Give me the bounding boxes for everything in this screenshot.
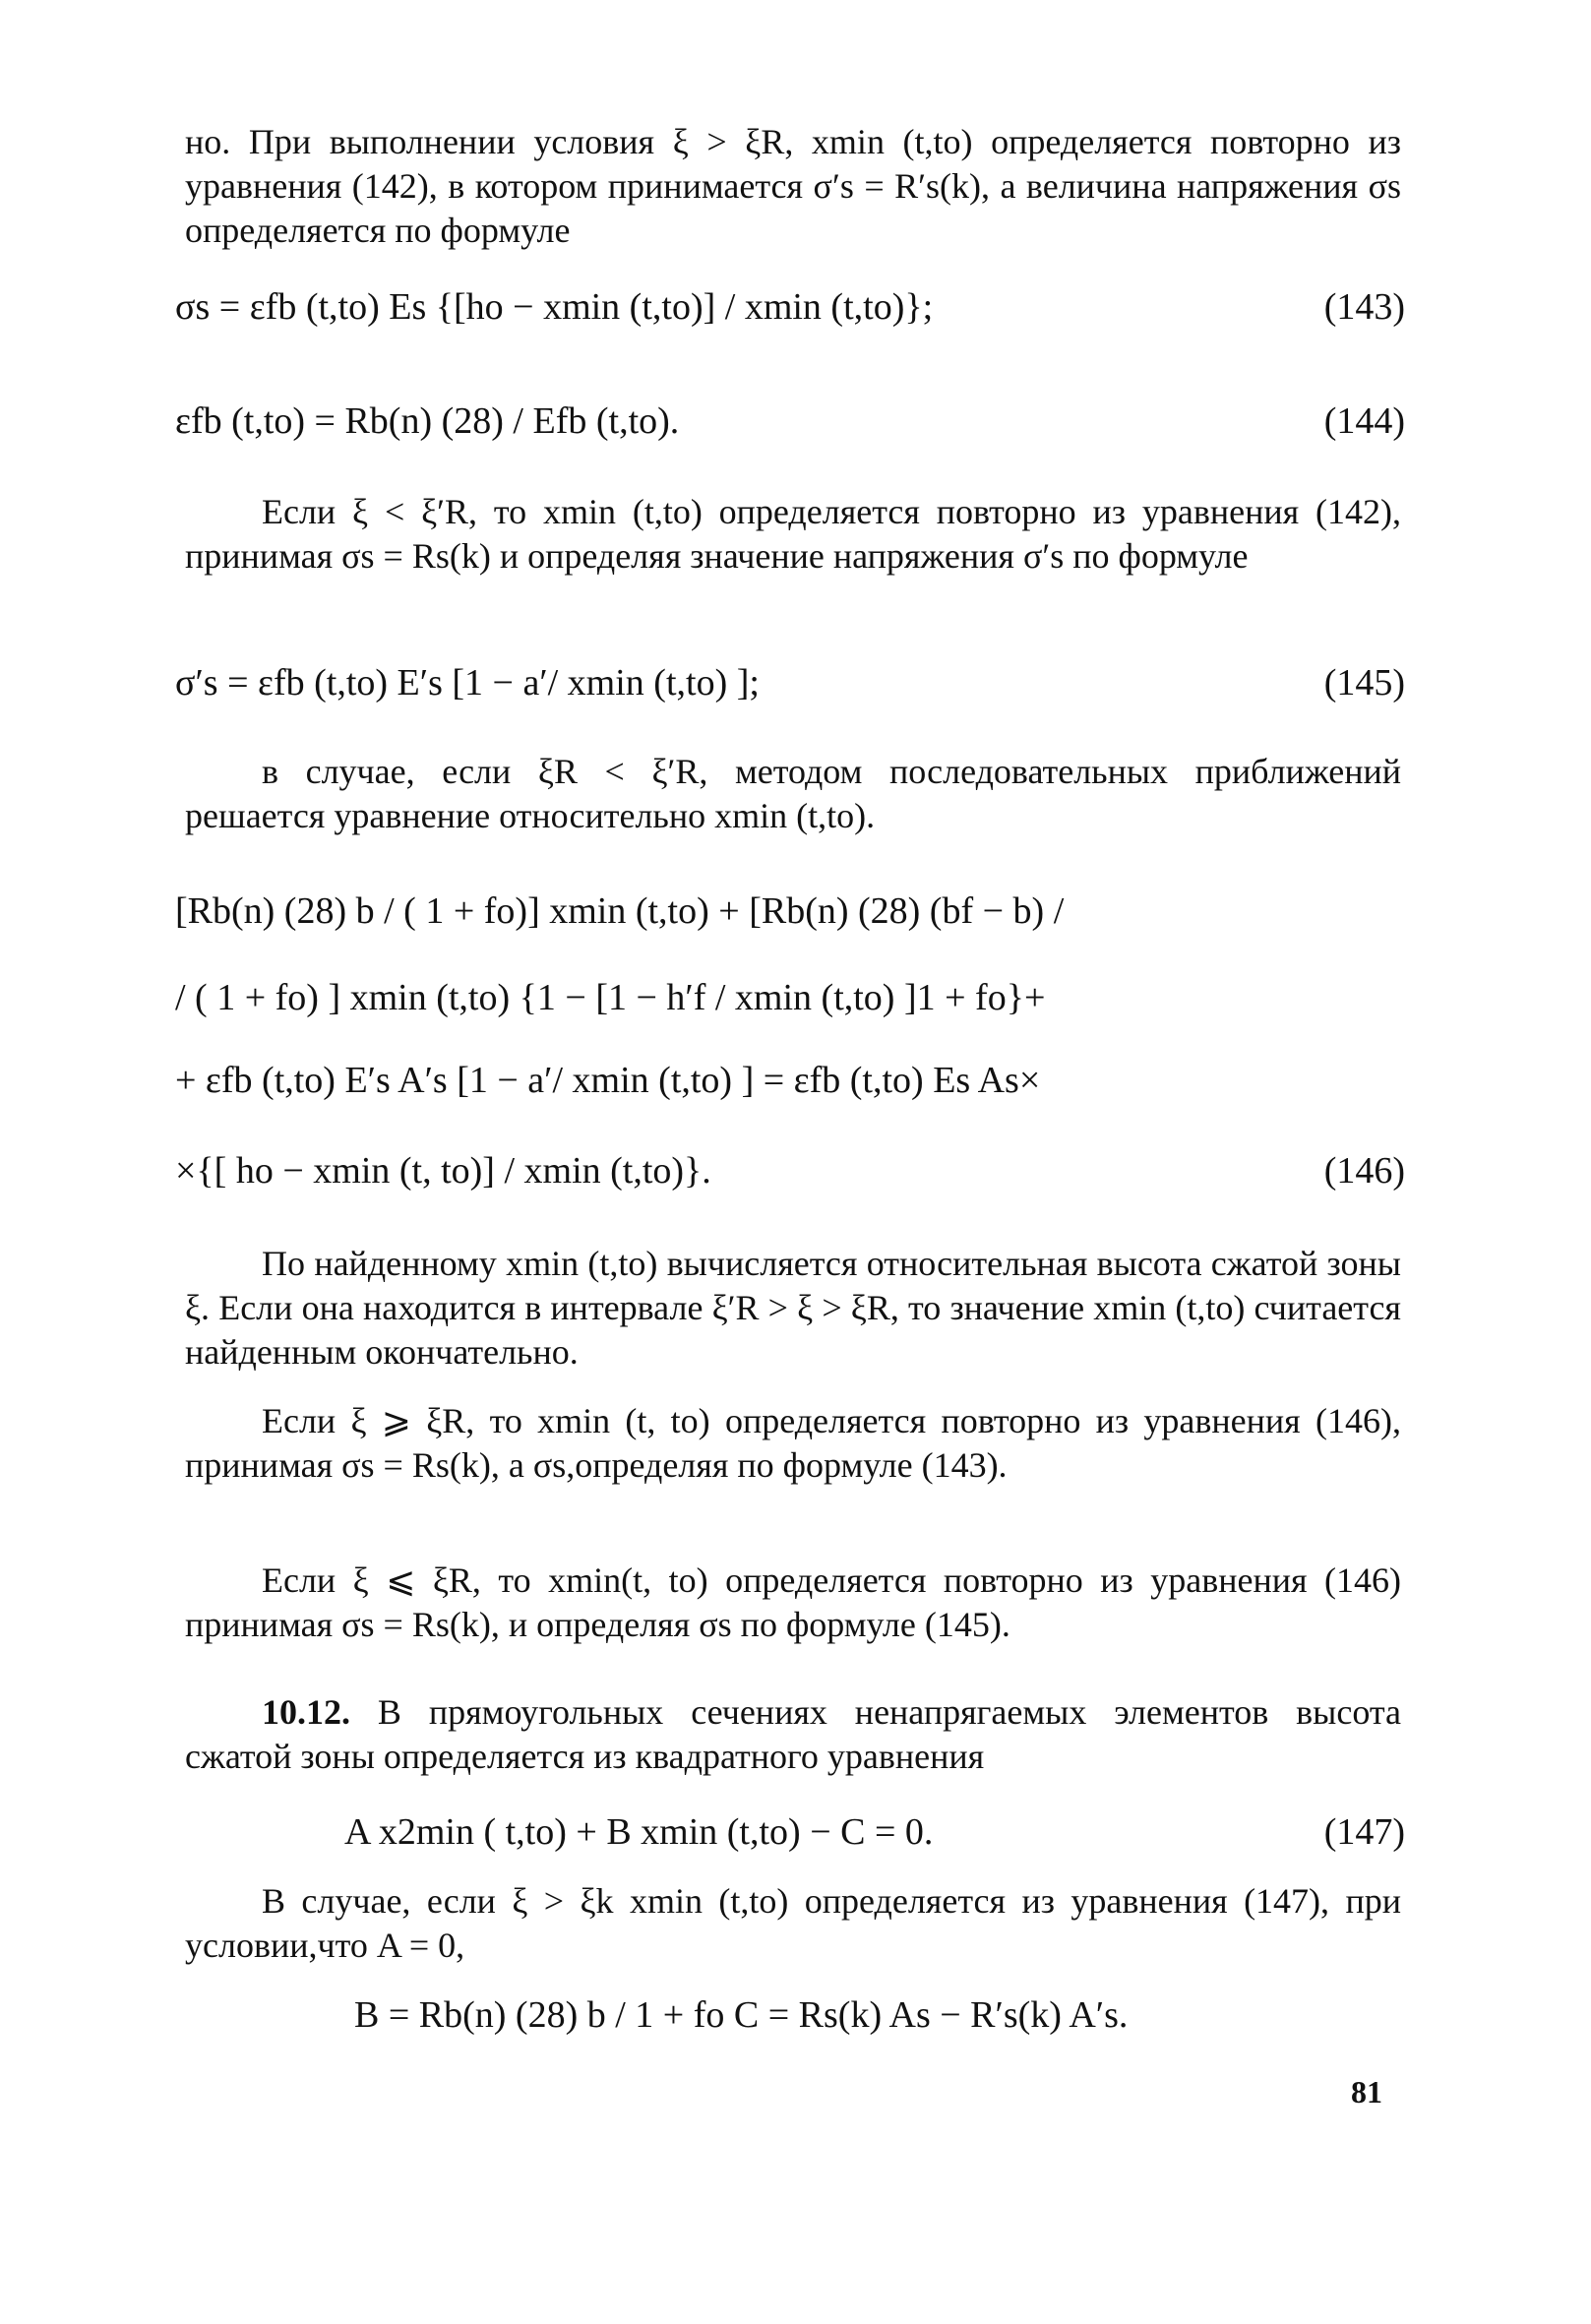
equation-147-expression: A x2min ( t,to) + B xmin (t,to) − C = 0. [344,1811,934,1853]
paragraph-5: Если ξ ⩾ ξR, то xmin (t, to) определяется повторно из уравнения (146), принимая σs = Rs(k), а σs,определяя по формуле (143). [185,1401,1401,1485]
paragraph-7-text: В прямоугольных сечениях ненапрягаемых элементов высота сжатой зоны определяется из квадратного уравнения [185,1692,1402,1776]
page-number: 81 [1351,2074,1382,2110]
section-number: 10.12. [262,1692,350,1732]
equation-146-number: (146) [1323,1150,1405,1192]
equation-145-expression: σ′s = εfb (t,to) E′s [1 − a′/ xmin (t,to) ]; [175,662,760,703]
equation-147-number: (147) [1323,1811,1405,1853]
paragraph-6: Если ξ ⩽ ξR, то xmin(t, to) определяется повторно из уравнения (146) принимая σs = Rs(k), и определяя σs по формуле (145). [185,1560,1401,1644]
equation-final: B = Rb(n) (28) b / 1 + fo C = Rs(k) As − R′s(k) A′s. [354,1994,1129,2036]
equation-143-expression: σs = εfb (t,to) Es {[ho − xmin (t,to)] / xmin (t,to)}; [175,286,934,328]
paragraph-2: Если ξ < ξ′R, то xmin (t,to) определяется повторно из уравнения (142), принимая σs = Rs(k) и определяя значение напряжения σ′s по формуле [185,492,1401,576]
paragraph-8: В случае, если ξ > ξk xmin (t,to) определяется из уравнения (147), при условии,что A = 0, [185,1881,1401,1965]
paragraph-4: По найденному xmin (t,to) вычисляется относительная высота сжатой зоны ξ. Если она находится в интервале ξ′R > ξ > ξR, то значение xmin (t,to) считается найденным окончательно. [185,1244,1401,1372]
equation-146-line-1: [Rb(n) (28) b / ( 1 + fo)] xmin (t,to) + [Rb(n) (28) (bf − b) / [175,890,1065,932]
equation-145-number: (145) [1323,662,1405,703]
equation-143-number: (143) [1323,286,1405,328]
paragraph-3: в случае, если ξR < ξ′R, методом последовательных приближений решается уравнение относительно xmin (t,to). [185,752,1401,835]
equation-143 [175,277,1405,336]
equation-146-expression-end: ×{[ ho − xmin (t, to)] / xmin (t,to)}. [175,1150,711,1192]
equation-144-number: (144) [1323,400,1405,442]
equation-147 [175,1803,1405,1862]
equation-145 [175,653,1405,712]
equation-146-line-2: / ( 1 + fo) ] xmin (t,to) {1 − [1 − h′f / xmin (t,to) ]1 + fo}+ [175,977,1046,1018]
equation-146-line-3: + εfb (t,to) E′s A′s [1 − a′/ xmin (t,to) ] = εfb (t,to) Es As× [175,1060,1041,1101]
equation-144-expression: εfb (t,to) = Rb(n) (28) / Efb (t,to). [175,400,680,442]
paragraph-1: но. При выполнении условия ξ > ξR, xmin (t,to) определяется повторно из уравнения (142), в котором принимается σ′s = R′s(k), а величина напряжения σs определяется по формуле [185,122,1401,250]
equation-144 [175,392,1405,451]
equation-146-line-4 [175,1141,1405,1200]
paragraph-7 [185,1690,1401,1779]
